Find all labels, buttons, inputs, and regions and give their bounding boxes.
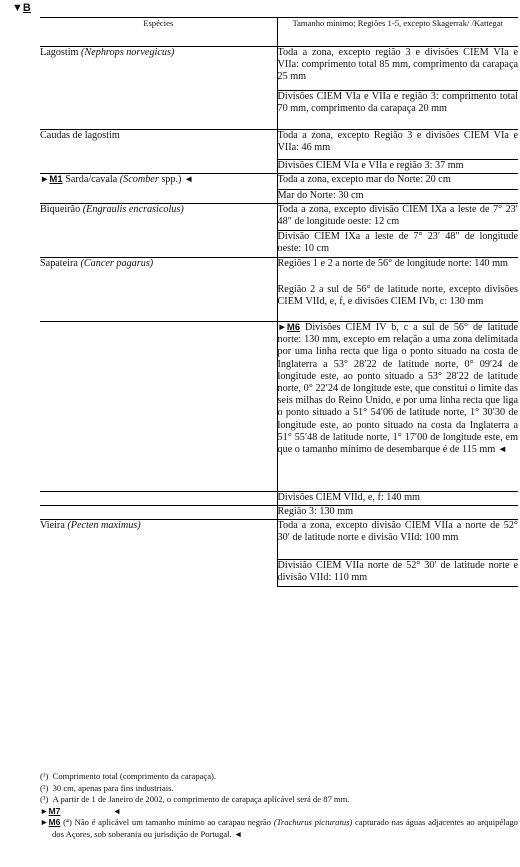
table-row [40,492,518,506]
size-cell: Divisão CIEM IXa a leste de 7° 23′ 48″ de longitude oeste: 10 cm [277,231,518,258]
table-row [40,47,518,91]
species-lagostim: Lagostim (Nephrops norvegicus) [40,47,277,130]
size-cell: Divisões CIEM VIId, e, f: 140 mm [277,492,518,506]
arrow-left-icon: ◄ [497,444,508,456]
size-cell: Toda a zona, excepto divisão CIEM VIIa a norte de 52° 30′ de latitude norte e divisão VIId: 100 mm [277,520,518,560]
size-cell: Toda a zona, excepto divisão CIEM IXa a leste de 7° 23′ 48″ de longitude oeste: 12 cm [277,204,518,231]
empty-cell [40,506,277,520]
footnote-4: ►M6 (⁴) Não é aplicável um tamanho mínimo ao carapau negrão (Trachurus picturatus) capturado nas águas adjacentes ao arquipélago dos Açores, sob soberania ou jurisdição de Portugal. ◄ [40,817,518,839]
size-cell: Toda a zona, excepto Região 3 e divisões CIEM VIa e VIIa: 46 mm [277,130,518,160]
empty-cell [40,322,277,492]
arrow-right-icon: ► [40,174,50,185]
table-row [40,520,518,560]
arrow-left-icon: ◄ [183,174,194,185]
footnotes [40,771,518,840]
arrow-left-icon: ◄ [233,828,243,839]
marker-code: B [22,2,31,14]
arrow-left-icon: ◄ [112,805,122,816]
footnote-2: (²) 30 cm, apenas para fins industriais. [40,782,174,793]
triangle-down-icon: ▼ [12,2,23,14]
size-cell: Divisião CIEM VIIa norte de 52° 30′ de latitude norte e divisão VIId: 110 mm [277,560,518,587]
species-caudas: Caudas de lagostim [40,130,277,174]
species-biqueirao: Biqueirão (Engraulis encrasicolus) [40,204,277,258]
size-cell: Mar do Norte: 30 cm [277,190,518,204]
size-cell: Divisões CIEM VIa e VIIa e região 3: comprimento total 70 mm, comprimento da carapaça 20 mm [277,91,518,130]
size-cell: Toda a zona, excepto mar do Norte: 20 cm [277,174,518,190]
minimum-size-table [40,17,518,587]
table-row [40,322,518,492]
table-row [40,204,518,231]
species-sapateira: Sapateira (Cancer pagarus) [40,258,277,322]
size-cell: ►M6 Divisões CIEM IV b, c a sul de 56° de latitude norte: 130 mm, excepto em relação a uma zona delimitada por uma linha recta que liga o ponto situado na costa de Inglaterra a 53° 28′22 de latitude norte, 0° 09′24 de longitude este, ao ponto situado a 53° 28′22 de latitude norte, 0° 22′24 de longitude este, que constitui o limite das seis milhas do Reino Unido, e por uma linha recta que liga o ponto situado a 51° 54′06 de latitude norte, 1° 30′30 de longitude este, ao ponto situado na costa da Inglaterra a 51° 55′48 de latitude norte, 1° 17′00 de longitude este, em que o tamanho mínimo de desembarque é de 115 mm ◄ [277,322,518,492]
arrow-right-icon: ► [40,817,49,827]
empty-cell [40,492,277,506]
table-row [40,506,518,520]
amendment-m7: ►M7 ◄ [40,805,122,816]
size-cell: Região 3: 130 mm [277,506,518,520]
table-row [40,258,518,285]
size-cell: Regiões 1 e 2 a norte de 56° de longitude norte: 140 mm [277,258,518,285]
arrow-right-icon: ► [277,322,287,333]
size-cell: Divisões CIEM VIa e VIIa e região 3: 37 mm [277,160,518,174]
species-sarda: ►M1 Sarda/cavala (Scomber spp.) ◄ [40,174,277,204]
amendment-marker [12,2,31,14]
footnote-3: (³) A partir de 1 de Janeiro de 2002, o comprimento de carapaça aplicável será de 87 mm. [40,794,350,804]
footnote-1: (¹) Comprimento total (comprimento da carapaça). [40,771,217,781]
table-row [40,130,518,160]
header-species: Espécies [40,18,277,47]
size-cell: Toda a zona, excepto região 3 e divisões CIEM VIa e VIIa: comprimento total 85 mm, comprimento da carapaça 25 mm [277,47,518,91]
species-vieira: Vieira (Pecten maximus) [40,520,277,587]
table-row [40,174,518,190]
header-size: Tamanho mínimo; Regiões 1-5, excepto Skagerrak/ /Kattegat [277,18,518,47]
size-cell: Região 2 a sul de 56° de latitude norte, excepto divisões CIEM VIId, e, f, e divisões CIEM IVb, c: 130 mm [277,284,518,322]
arrow-right-icon: ► [40,805,49,816]
table-header [40,18,518,47]
